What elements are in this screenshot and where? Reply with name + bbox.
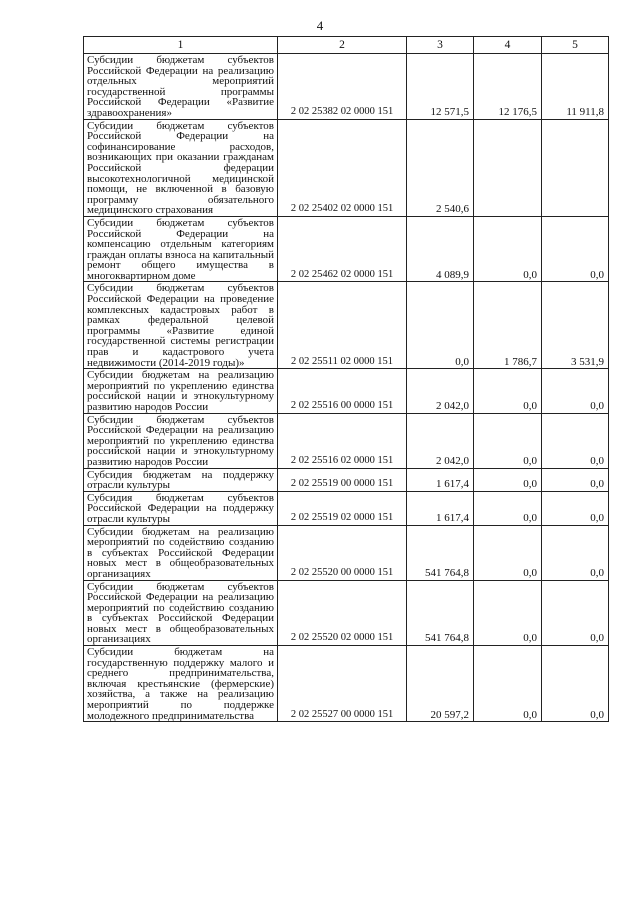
table-row (84, 119, 609, 216)
row-description: Субсидии бюджетам субъектов Российской Федерации на реализацию отдельных мероприятий государственной программы Российской Федерации «Развитие здравоохранения» (84, 54, 278, 120)
row-value-col4: 0,0 (474, 468, 542, 491)
column-header-5: 5 (542, 37, 609, 54)
row-description: Субсидии бюджетам субъектов Российской Федерации на реализацию мероприятий по содействию созданию в субъектах Российской Федерации новых мест в общеобразовательных организациях (84, 580, 278, 646)
column-header-4: 4 (474, 37, 542, 54)
row-description: Субсидии бюджетам на реализацию мероприятий по укреплению единства российской нации и этнокультурному развитию народов России (84, 369, 278, 413)
row-value-col5: 0,0 (542, 413, 609, 468)
row-value-col4: 0,0 (474, 646, 542, 722)
row-description: Субсидии бюджетам субъектов Российской Федерации на софинансирование расходов, возникающих при оказании гражданам Российской федерации высокотехнологичной медицинской помощи, не включенной в базовую программу обязательного медицинского страхования (84, 119, 278, 216)
table-header (84, 37, 609, 54)
row-value-col5: 0,0 (542, 525, 609, 580)
row-budget-code: 2 02 25511 02 0000 151 (278, 282, 407, 369)
table-row (84, 646, 609, 722)
table-row (84, 216, 609, 282)
page-number: 4 (316, 18, 324, 33)
row-budget-code: 2 02 25519 00 0000 151 (278, 468, 407, 491)
row-value-col4: 0,0 (474, 369, 542, 413)
row-budget-code: 2 02 25527 00 0000 151 (278, 646, 407, 722)
row-value-col3: 541 764,8 (407, 525, 474, 580)
row-value-col3: 541 764,8 (407, 580, 474, 646)
table-row (84, 525, 609, 580)
row-value-col3: 4 089,9 (407, 216, 474, 282)
row-value-col4: 1 786,7 (474, 282, 542, 369)
row-value-col3: 0,0 (407, 282, 474, 369)
row-value-col4: 0,0 (474, 525, 542, 580)
row-description: Субсидии бюджетам субъектов Российской Федерации на компенсацию отдельным категориям граждан оплаты взноса на капитальный ремонт общего имущества в многоквартирном доме (84, 216, 278, 282)
table-row (84, 369, 609, 413)
row-value-col3: 1 617,4 (407, 468, 474, 491)
row-value-col4 (474, 119, 542, 216)
row-budget-code: 2 02 25520 00 0000 151 (278, 525, 407, 580)
row-value-col3: 1 617,4 (407, 491, 474, 525)
column-header-1: 1 (84, 37, 278, 54)
row-value-col5: 0,0 (542, 646, 609, 722)
table-body (84, 54, 609, 722)
row-value-col4: 0,0 (474, 580, 542, 646)
row-budget-code: 2 02 25382 02 0000 151 (278, 54, 407, 120)
table-row (84, 491, 609, 525)
table-row (84, 468, 609, 491)
row-description: Субсидии бюджетам на государственную поддержку малого и среднего предпринимательства, включая крестьянские (фермерские) хозяйства, а также на реализацию мероприятий по поддержке молодежного предпринимательства (84, 646, 278, 722)
row-value-col5: 0,0 (542, 491, 609, 525)
column-header-3: 3 (407, 37, 474, 54)
row-value-col5: 0,0 (542, 369, 609, 413)
row-value-col5: 0,0 (542, 216, 609, 282)
row-value-col3: 2 042,0 (407, 413, 474, 468)
row-value-col5: 0,0 (542, 580, 609, 646)
row-budget-code: 2 02 25402 02 0000 151 (278, 119, 407, 216)
row-value-col3: 2 042,0 (407, 369, 474, 413)
column-header-2: 2 (278, 37, 407, 54)
row-value-col3: 2 540,6 (407, 119, 474, 216)
row-value-col4: 0,0 (474, 491, 542, 525)
header-row (84, 37, 609, 54)
table-row (84, 54, 609, 120)
row-budget-code: 2 02 25516 02 0000 151 (278, 413, 407, 468)
row-description: Субсидия бюджетам субъектов Российской Федерации на поддержку отрасли культуры (84, 491, 278, 525)
row-budget-code: 2 02 25520 02 0000 151 (278, 580, 407, 646)
row-value-col4: 0,0 (474, 216, 542, 282)
row-budget-code: 2 02 25519 02 0000 151 (278, 491, 407, 525)
budget-table (83, 36, 609, 722)
row-budget-code: 2 02 25462 02 0000 151 (278, 216, 407, 282)
row-value-col3: 12 571,5 (407, 54, 474, 120)
table-row (84, 282, 609, 369)
row-value-col4: 0,0 (474, 413, 542, 468)
row-value-col5: 11 911,8 (542, 54, 609, 120)
row-value-col5 (542, 119, 609, 216)
table-row (84, 580, 609, 646)
row-value-col3: 20 597,2 (407, 646, 474, 722)
table-row (84, 413, 609, 468)
row-value-col4: 12 176,5 (474, 54, 542, 120)
row-description: Субсидия бюджетам на поддержку отрасли культуры (84, 468, 278, 491)
row-budget-code: 2 02 25516 00 0000 151 (278, 369, 407, 413)
row-description: Субсидии бюджетам на реализацию мероприятий по содействию созданию в субъектах Российской Федерации новых мест в общеобразовательных организациях (84, 525, 278, 580)
row-description: Субсидии бюджетам субъектов Российской Федерации на реализацию мероприятий по укреплению единства российской нации и этнокультурному развитию народов России (84, 413, 278, 468)
row-value-col5: 3 531,9 (542, 282, 609, 369)
row-description: Субсидии бюджетам субъектов Российской Федерации на проведение комплексных кадастровых работ в рамках федеральной целевой программы «Развитие единой государственной системы регистрации прав и кадастрового учета недвижимости (2014-2019 годы)» (84, 282, 278, 369)
row-value-col5: 0,0 (542, 468, 609, 491)
